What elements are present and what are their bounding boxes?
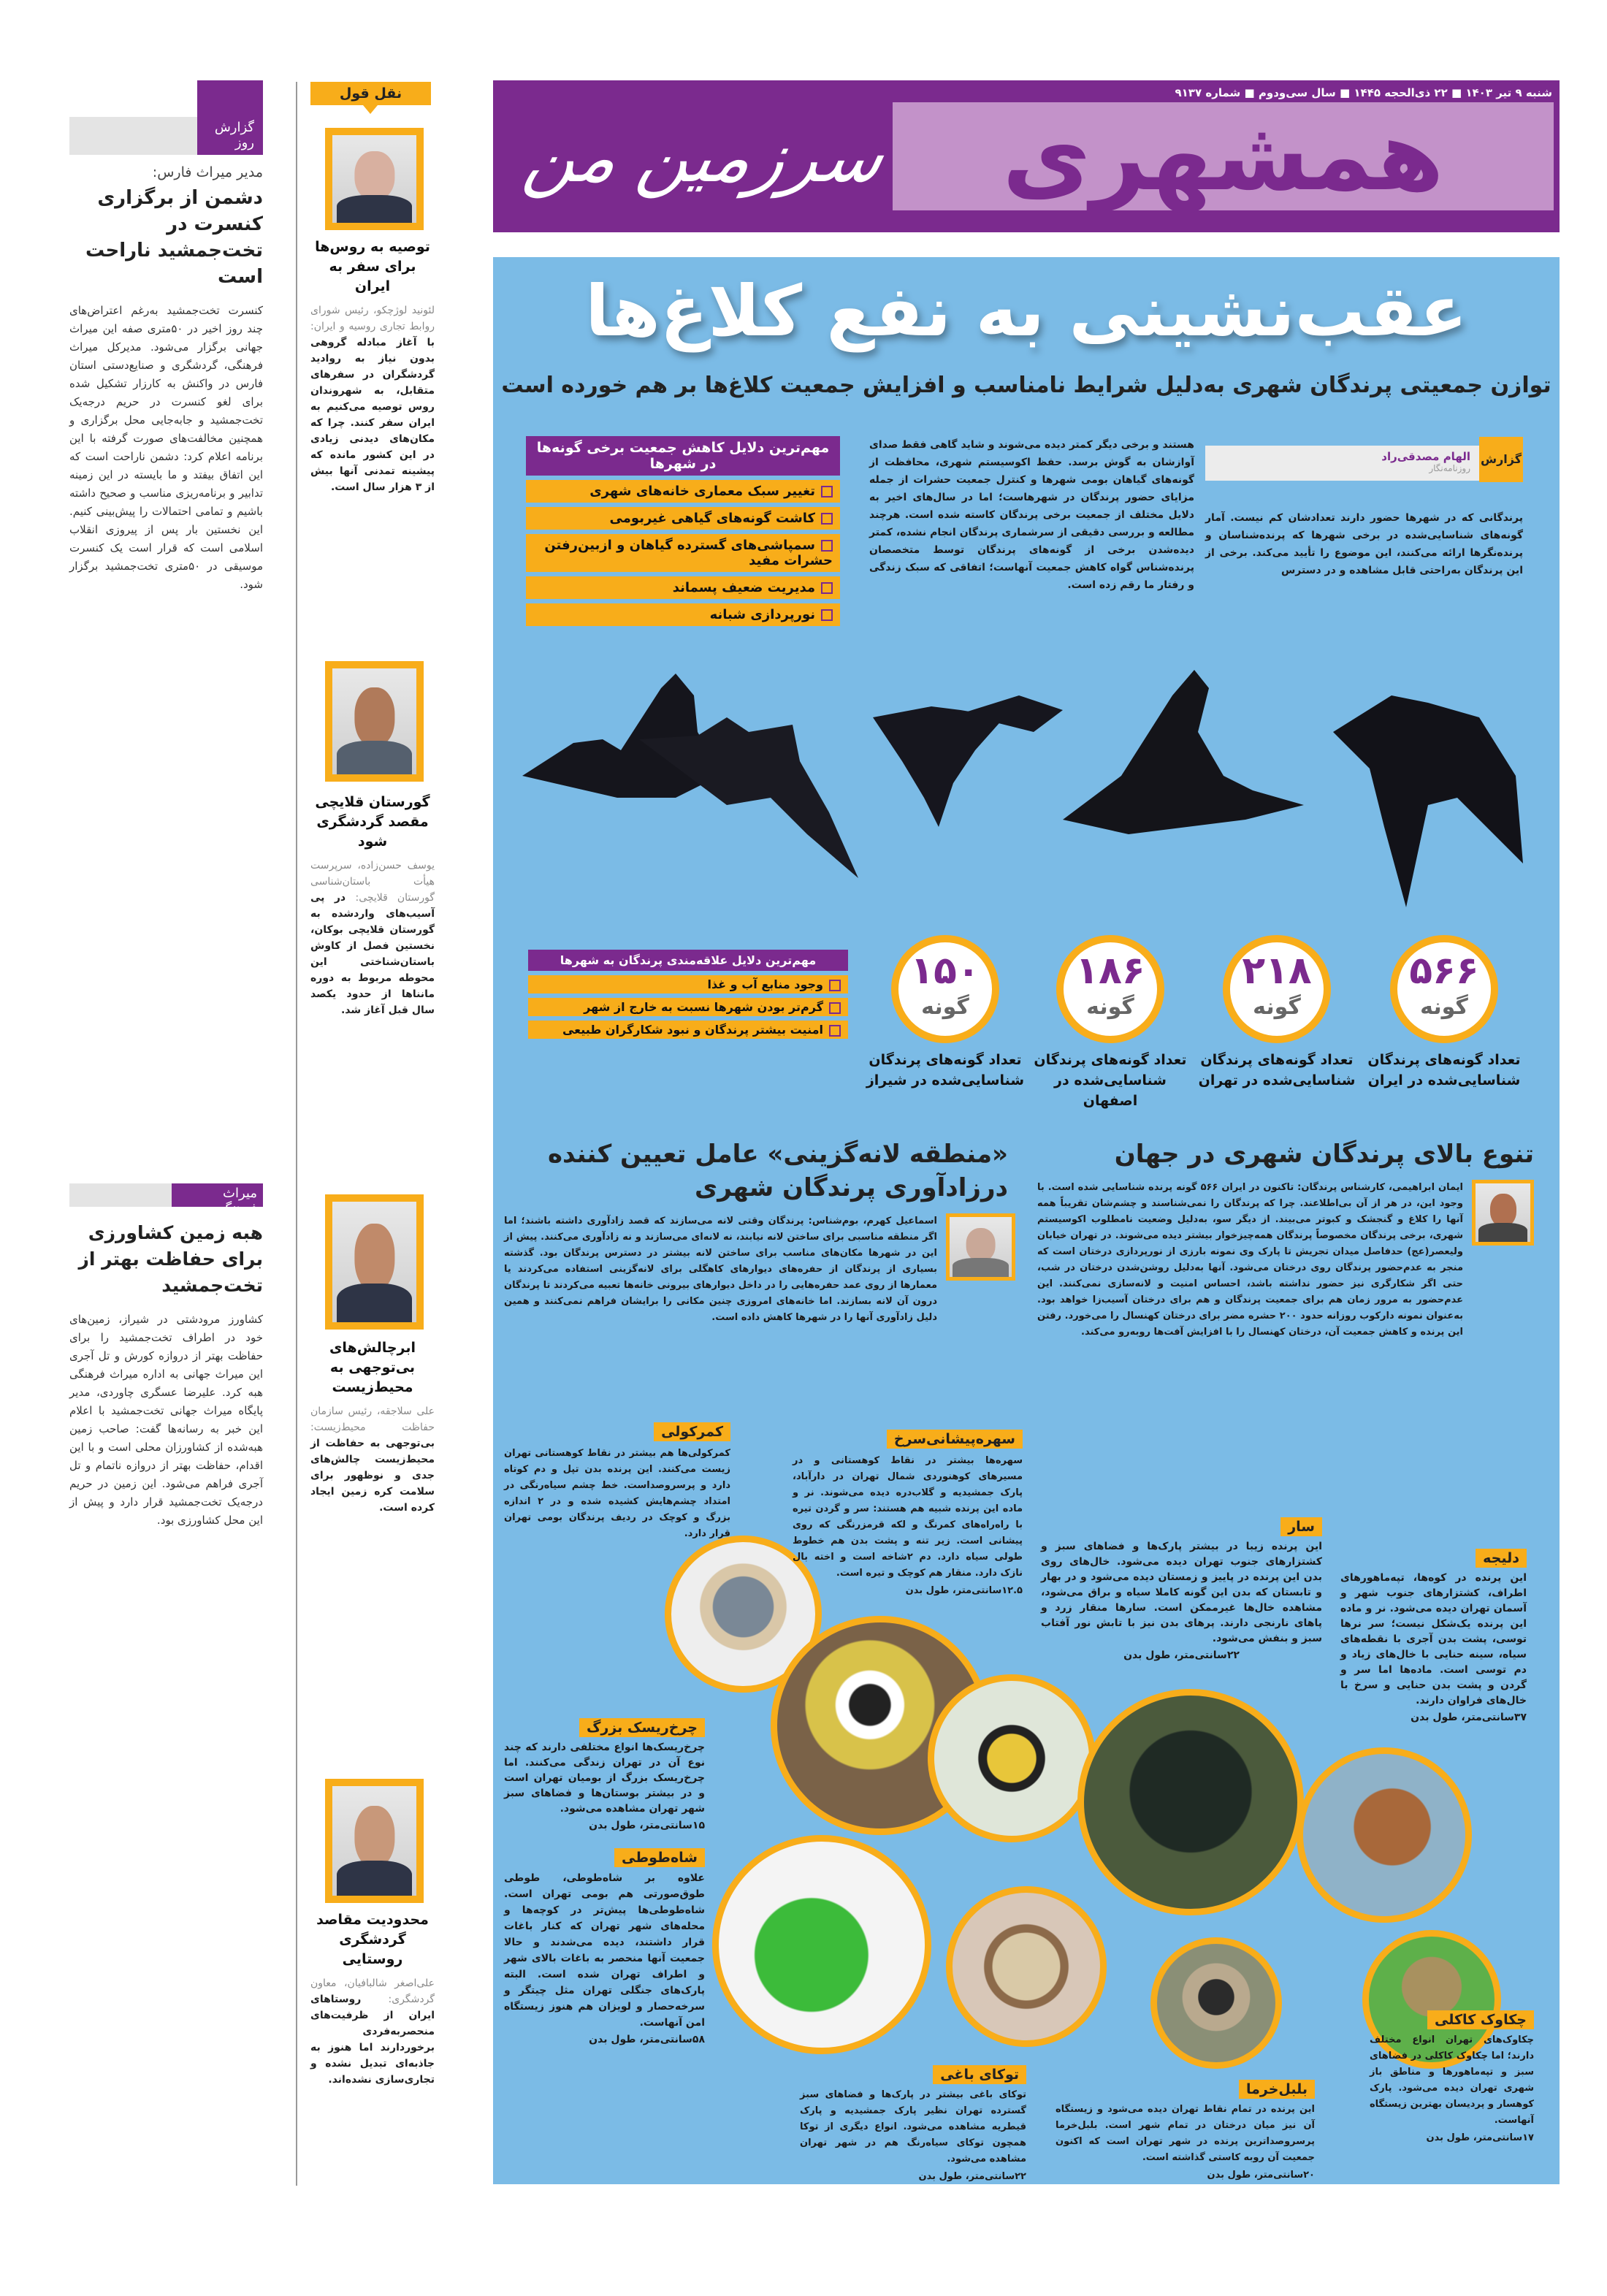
box-title: مهم‌ترین دلایل کاهش جمعیت برخی گونه‌ها در شهرها (526, 436, 840, 476)
box-item: مدیریت ضعیف پسماند (526, 576, 840, 599)
quote-header: نقل قول (310, 82, 431, 105)
article-kicker: مدیر میراث فارس: (152, 164, 263, 180)
column-divider (296, 82, 297, 2186)
article-body: ایمان ابراهیمی، کارشناس پرندگان: تاکنون در ایران ۵۶۶ گونه پرنده شناسایی شده است. با وجود این، در هر از آن بی‌اطلاعند. چرا که پرندگان را نمی‌شناسند و چشم‌شان تقریباً همه آنها را کلاغ و گنجشک و کبوتر می‌بیند. از دیگر سو، به‌دلیل وضعیت نامطلوب اکوسیستم شهری، برخی پرندگان مخصوصاً پرندگان همه‌چیزخوار بیشتر دیده می‌شوند. در تهران خیابان ولیعصر(عج) حدفاصل میدان تجریش تا پارک وی نمونه بارزی از نورپردازی درختان است که منجر به عدم‌حضور پرندگان روی درختان می‌شود. آنها به‌دلیل روشن‌شدن درختان در شب، حتی اگر شکارگری نیز حضور نداشته باشد، احساس امنیت و لانه‌سازی نمی‌کنند. این عدم‌حضور به مرور زمان هم برای جمعیت پرندگان و هم برای درختان آسیب‌زا خواهد بود. به‌عنوان نمونه دارکوب روزانه حدود ۲۰۰ حشره مضر برای درختان کهنسال را می‌خورد. رفتن این پرنده و کاهش جمعیت آن، درختان کهنسال را با افزایش آفت‌ها روبه‌رو می‌کند. (1037, 1182, 1464, 1338)
headline: عقب‌نشینی به نفع کلاغ‌ها (585, 270, 1467, 352)
article-body: اسماعیل کهرم، بوم‌شناس: پرندگان وقتی لانه می‌سازند که قصد زادآوری داشته باشند؛ اما اگر منطقه مناسبی برای ساختن لانه نیابند، نه لانه‌ای می‌سازند و نه زادآوری می‌کنند. پیش از این در شهرها مکان‌های مناسب برای ساختن لانه بیشتر در دسترس پرندگان بود. گذشته بسیاری از پرندگان از حفره‌های دیوارهای کاهگلی برای لانه‌گزینی استفاده می‌کردند یا معمارها از روی عمد حفره‌هایی را در داخل دیوارهای بیرونی خانه‌ها تعبیه می‌کردند تا پرندگان درون آن لانه بسازند. اما خانه‌های امروزی چنین مکانی را برایشان فراهم نمی‌کنند و همین دلیل زادآوری آنها را در شهرها کاهش داده است. (504, 1216, 937, 1323)
box-item: تغییر سبک معماری خانه‌های شهری (526, 480, 840, 503)
quote-photo (325, 128, 424, 230)
quote-item (310, 1910, 435, 2088)
parakeet-photo (712, 1835, 931, 2054)
attraction-reasons-box (528, 950, 848, 1043)
crows-illustration (493, 666, 1560, 929)
masthead (493, 80, 1560, 232)
stat-circle-tehran: ۲۱۸ گونه (1223, 935, 1331, 1043)
stat-circle-isfahan: ۱۸۶ گونه (1056, 935, 1164, 1043)
section-heading: تنوع بالای پرندگان شهری در جهان (1114, 1140, 1534, 1169)
quote-photo (325, 1194, 424, 1330)
quote-item (310, 793, 435, 1018)
bird-caption: شاه‌طوطی علاوه بر شاه‌طوطی، طوطی طوق‌صورتی هم بومی تهران است. شاه‌طوطی‌ها پیش‌تر در کوچه‌ها و محله‌های شهر تهران که کنار باغات قرار داشتند، دیده می‌شدند و حالا جمعیت آنها منحصر به باغات بالای شهر و اطراف تهران شده است. البته پارک‌های جنگلی تهران مثل چیتگر و سرخه‌حصار و لویزان هم هنوز زیستگاه امن آنهاست. ۵۸سانتی‌متر، طول بدن (504, 1850, 705, 2045)
bird-name: شاه‌طوطی (614, 1848, 705, 1867)
stat-circle-iran: ۵۶۶ گونه (1390, 935, 1498, 1043)
quote-text: علی‌اصغر شالبافیان، معاون گردشگری: روستاهای ایران از ظرفیت‌های منحصربه‌فردی برخوردارند اما هنوز به جاذبه‌ای تبدیل نشده و تجاری‌سازی نشده‌اند. (310, 1977, 435, 2086)
newspaper-logo: همشهری (893, 102, 1554, 210)
box-item: کاشت گونه‌های گیاهی غیربومی (526, 507, 840, 530)
box-item: نورپردازی شبانه (526, 603, 840, 626)
bird-name: سهره‌پیشانی‌سرخ (887, 1430, 1023, 1449)
article-body: کشاورز مرودشتی در شیراز، زمین‌های خود در اطراف تخت‌جمشید را برای حفاظت بهتر از دروازه کورش و تل آجری این میراث جهانی به اداره میراث فرهنگی هبه کرد. علیرضا عسگری چاوردی، مدیر پایگاه میراث جهانی تخت‌جمشید با اعلام این خبر به رسانه‌ها گفت: صاحب زمین هبه‌شده از کشاورزان محلی است و با این اقدام، حفاظت بهتر از دروازه ناتمام و تل آجری فراهم می‌شود. این زمین در حریم درجه‌یک تخت‌جمشید قرار دارد و پیش از این محل کشاورزی بود. (69, 1313, 263, 1527)
bird-caption: چرخ‌ریسک بزرگ چرخ‌ریسک‌ها انواع مختلفی دارند که چند نوع آن در تهران زندگی می‌کنند. اما چرخ‌ریسک بزرگ از بومیان تهران است و در بیشتر بوستان‌ها و فضاهای سبز شهر تهران مشاهده می‌شود. ۱۵سانتی‌متر، طول بدن (504, 1720, 705, 1831)
bird-caption-column (504, 1718, 705, 2049)
crow-image (873, 695, 1063, 827)
article-title: هبه زمین کشاورزی برای حفاظت بهتر از تخت‌جمشید (78, 1222, 263, 1296)
article-heritage (69, 1220, 263, 1530)
intro-paragraph: هستند و برخی دیگر کمتر دیده می‌شوند و شاید گاهی فقط صدای آوازشان به گوش برسد. حفظ اکوسیستم شهری، محافظت از گونه‌های گیاهان بومی شهرها و کنترل جمعیت حشرات از جمله مزایای حضور پرندگان در شهرهاست؛ اما در سال‌های اخیر به دلایل مختلف از جمعیت برخی پرندگان کاسته شده است. هرچند مطالعه و بررسی دقیقی از سرشماری پرندگان انجام نشده، کمتر دیده‌شدن برخی از گونه‌های پرندگان توسط متخصصان پرنده‌شناس گواه کاهش جمعیت آنهاست؛ اتفاقی که سبک زندگی و رفتار ما رقم زده است. (869, 439, 1194, 591)
report-tag: گزارش (1479, 437, 1523, 482)
bird-caption: چکاوک کاکلی چکاوک‌های تهران انواع مختلف دارند؛ اما چکاوک کاکلی در فضاهای سبز و تپه‌ماهورها و مناطق باز شهری تهران دیده می‌شود. پارک کوهسار و پردیسان بهترین زیستگاه آنهاست. ۱۷سانتی‌متر، طول بدن (1370, 2012, 1534, 2143)
quote-item (310, 1338, 435, 1516)
byline (1205, 446, 1479, 481)
feature-panel (493, 257, 1560, 2184)
serin-photo (928, 1674, 1096, 1842)
bird-caption: کمرکولی کمرکولی‌ها هم بیشتر در نقاط کوهستانی تهران زیست می‌کنند. این پرنده بدن تپل و دم کوتاه دارد و پرسروصداست. خط چشم سیاه‌رنگی در امتداد چشم‌هایش کشیده شده و در ۲ اندازه بزرگ و کوچک در ردیف پرندگان بومی تهران قرار دارد. (504, 1424, 730, 1539)
bulbul-photo (1150, 1937, 1282, 2069)
quote-text: یوسف حسن‌زاده، سرپرست هیأت باستان‌شناسی گورستان قلایچی: در پی آسیب‌های واردشده به گورستان قلایچی بوکان، نخستین فصل از کاوش باستان‌شناختی این محوطه مربوط به دوره مانناها از حدود یکصد سال قبل آغاز شد. (310, 860, 435, 1016)
quote-title: گورستان قلایچی مقصد گردشگری شود (315, 794, 430, 850)
starling-photo (1077, 1689, 1304, 1915)
article-title: دشمن از برگزاری کنسرت در تخت‌جمشید ناراحت است (85, 187, 263, 288)
section-logo: سرزمین من (517, 116, 893, 198)
quote-text: علی سلاجقه، رئیس سازمان حفاظت محیط‌زیست: بی‌توجهی به حفاظت از محیط‌زیست چالش‌های جدی و نوظهور برای سلامت کره زمین ایجاد کرده است. (310, 1406, 435, 1514)
box-item: سمپاشی‌های گسترده گیاهان و ازبین‌رفتن حشرات مفید (526, 534, 840, 572)
decline-reasons-box (526, 436, 840, 630)
stat-circle-shiraz: ۱۵۰ گونه (891, 935, 999, 1043)
stat-label: تعداد گونه‌های پرندگان شناسایی‌شده در ایران (1367, 1052, 1521, 1088)
crow-image (1063, 670, 1304, 834)
song-thrush-photo (946, 1886, 1107, 2047)
subheadline: توازن جمعیتی پرندگان شهری به‌دلیل شرایط نامناسب و افزایش جمعیت کلاغ‌ها بر هم خورده است (501, 373, 1551, 398)
bird-name: سار (1280, 1517, 1322, 1536)
article-body: کنسرت تخت‌جمشید به‌رغم اعتراض‌های چند روز اخیر در ۵۰متری صفه این میراث جهانی برگزار می‌شود. مدیرکل میراث فرهنگی، گردشگری و صنایع‌دستی استان فارس در واکنش به کارزار تشکیل شده برای لغو کنسرت در حریم درجه‌یک تخت‌جمشید و جابه‌جایی محل برگزاری و همچنین مخالفت‌های صورت گرفته با این برنامه اعلام کرد: دشمن ناراحت است که این اتفاق بیفتد و ما بایسته در این زمینه تدابیر و برنامه‌ریزی مناسب و صحیح داشته باشیم و تمامی احتمالات را پیش‌بینی کنیم. این نخستین بار پس از پیروزی انقلاب اسلامی است که قرار است یک کنسرت موسیقی در ۵۰متری تخت‌جمشید برگزار شود. (69, 304, 263, 591)
kestrel-photo (1297, 1747, 1472, 1923)
expert-photo (946, 1213, 1015, 1281)
box-title: مهم‌ترین دلایل علاقه‌مندی پرندگان به شهرها (528, 950, 848, 971)
quote-title: ابرچالش‌های بی‌توجهی به محیط‌زیست (329, 1340, 416, 1395)
intro-paragraph: پرندگانی که در شهرها حضور دارند تعدادشان کم نیست. آمار گونه‌های شناسایی‌شده در برخی شهرها که پرنده‌شناسان و پرنده‌نگرها ارائه می‌کنند، این موضوع را تأیید می‌کند. برخی از این پرندگان به‌راحتی قابل مشاهده و در دسترس (1205, 512, 1523, 576)
expert-photo (1472, 1180, 1534, 1246)
bird-name: بلبل‌خرما (1239, 2080, 1315, 2099)
box-item: امنیت بیشتر پرندگان و نبود شکارگران طبیعی (528, 1021, 848, 1039)
stat-label: تعداد گونه‌های پرندگان شناسایی‌شده در تهران (1198, 1052, 1356, 1088)
section-tag-bar (69, 117, 201, 155)
bird-name: چرخ‌ریسک بزرگ (579, 1718, 705, 1737)
bird-name: دلیجه (1476, 1549, 1527, 1568)
quote-title: محدودیت مقاصد گردشگری روستایی (316, 1912, 429, 1967)
quote-item (310, 237, 435, 495)
quote-header-arrow-icon (363, 105, 378, 114)
box-item: گرم‌تر بودن شهرها نسبت به خارج از شهر (528, 998, 848, 1016)
quote-photo (325, 661, 424, 782)
article-left (504, 1137, 1015, 1326)
date-line: شنبه ۹ تیر ۱۴۰۳ ■ ۲۲ ذی‌الحجه ۱۴۴۵ ■ سال سی‌ودوم ■ شماره ۹۱۳۷ (1175, 86, 1552, 99)
crow-image (1333, 695, 1523, 907)
bird-caption: توکای باغی توکای باغی بیشتر در پارک‌ها و فضاهای سبز گسترده تهران نظیر پارک جمشیدیه و پارک قیطریه مشاهده می‌شود. انواع دیگری از توکا همچون توکای سیاه‌رنگ هم در شهر تهران مشاهده می‌شود. ۲۲سانتی‌متر، طول بدن (800, 2067, 1026, 2182)
stat-label: تعداد گونه‌های پرندگان شناسایی‌شده در اصفهان (1034, 1052, 1187, 1109)
author-role: روزنامه‌نگار (1429, 463, 1470, 473)
bird-caption: دلیجه این پرنده در کوه‌ها، تپه‌ماهورهای اطراف، کشتزارهای جنوب شهر و آسمان تهران دیده می‌شود. نر و ماده این پرنده یک‌شکل نیست؛ سر نرها توسی، پشت بدن آجری با نقطه‌های سیاه، سینه حنایی با خال‌های زیاد و دم توسی است. ماده‌ها اما سر و گردن و پشت بدن حنایی و سرخ با خال‌های فراوان دارند. ۳۷سانتی‌متر، طول بدن (1340, 1550, 1527, 1723)
box-item: وجود منابع آب و غذا (528, 975, 848, 993)
quote-text: لئونید لوژچکو، رئیس شورای روابط تجاری روسیه و ایران: با آغاز مبادله گروهی بدون نیاز به روادید گردشگران در سفرهای متقابل، به شهروندان روس توصیه می‌کنیم به ایران سفر کنند. چرا که مکان‌های دیدنی زیادی در این کشور مانده که پیشینه تمدنی آنها بیش از ۳ هزار سال است. (310, 305, 435, 493)
section-tag-report-of-day: گزارش روز (197, 80, 263, 155)
bird-caption: بلبل‌خرما این پرنده در تمام نقاط تهران دیده می‌شود و زیستگاه آن نیز میان درختان در تمام شهر است. بلبل‌خرما پرسروصداترین پرنده در شهر تهران است که اکنون جمعیت آن روبه کاستی گذاشته است. ۲۰سانتی‌متر، طول بدن (1056, 2081, 1315, 2181)
stat-label: تعداد گونه‌های پرندگان شناسایی‌شده در شیراز (866, 1052, 1025, 1088)
article-right (1037, 1137, 1534, 1340)
section-tag-heritage: میراث فرهنگی (172, 1183, 263, 1207)
bird-name: چکاوک کاکلی (1427, 2010, 1534, 2029)
bird-name: کمرکولی (654, 1422, 730, 1441)
section-heading: «منطقه لانه‌گزینی» عامل تعیین کننده درزادآوری پرندگان شهری (547, 1140, 1008, 1202)
quote-title: توصیه به روس‌ها برای سفر به ایران (315, 239, 430, 294)
section-tag-bar (69, 1183, 179, 1207)
author-name: الهام مصدقی‌راد (1381, 450, 1470, 463)
bird-name: توکای باغی (933, 2065, 1026, 2084)
bird-caption: سهره‌پیشانی‌سرخ سهره‌ها بیشتر در نقاط کوهستانی و در مسیرهای کوهنوردی شمال تهران در دارآباد، پارک جمشیدیه و گلاب‌دره دیده می‌شوند. نر و ماده این پرنده شبیه هم هستند: سر و گردن تیره با راه‌راه‌های کمرنگ و لکه قرمزرنگی که روی پیشانی است. زیر تنه و پشت بدن هم خطوط طولی سیاه دارد. دم ۲شاخه است و اخته بال نازک دارد. منقار هم کوچک و تیره است. ۱۲.۵سانتی‌متر، طول بدن (793, 1431, 1023, 1596)
quote-photo (325, 1779, 424, 1903)
bird-caption: سار این پرنده زیبا در بیشتر پارک‌ها و فضاهای سبز و کشتزارهای جنوب تهران دیده می‌شود. خال‌های روی بدن این پرنده در پاییز و زمستان دیده می‌شود و در بهار و تابستان که بدن این گونه کاملا سیاه و براق می‌شود، مشاهده خال‌ها غیرممکن است. سارها منقار زرد و پاهای نارنجی دارند. پرهای بدن نیز با تابش نور آفتاب سبز و بنفش می‌شود. ۲۲سانتی‌متر، طول بدن (1041, 1519, 1322, 1661)
article-report-of-day (69, 164, 263, 594)
